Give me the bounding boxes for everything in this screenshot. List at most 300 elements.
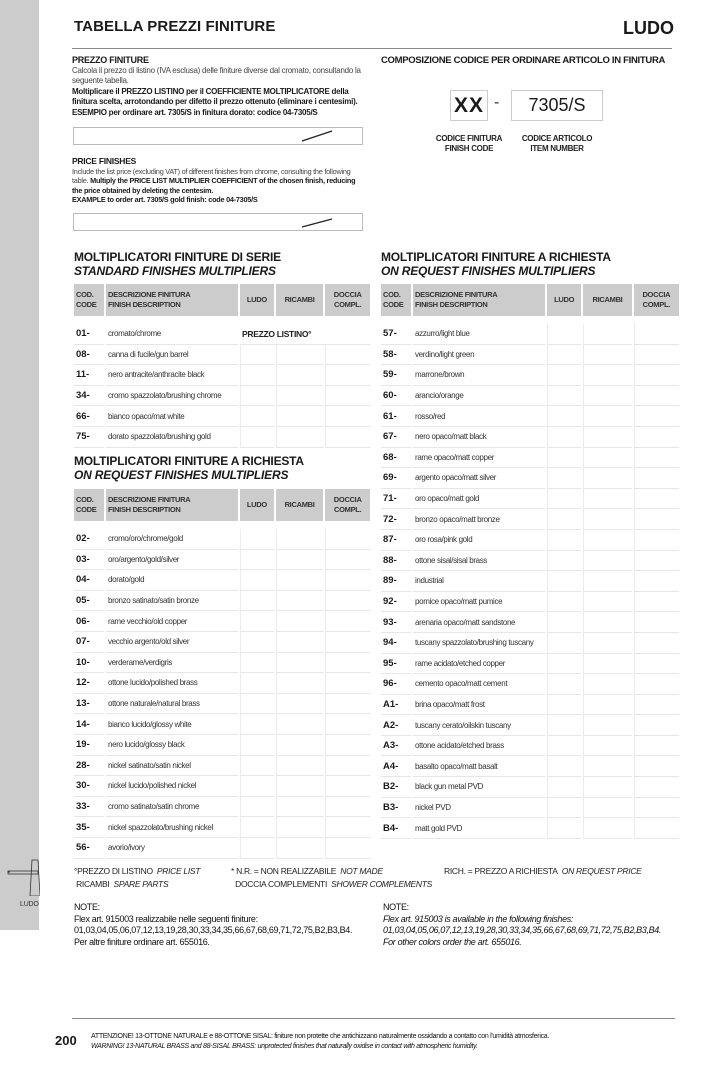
finish-code: 34-	[74, 386, 104, 407]
finish-code: 11-	[74, 365, 104, 386]
table-row	[381, 756, 679, 777]
table-row	[381, 551, 679, 572]
on-request-left-title-it: MOLTIPLICATORI FINITURE A RICHIESTA	[74, 454, 304, 468]
standard-title-en: STANDARD FINISHES MULTIPLIERS	[74, 264, 276, 278]
table-row	[381, 386, 679, 407]
doccia-value	[325, 694, 370, 715]
note-en-title: NOTE:	[383, 902, 409, 912]
ricambi-value	[276, 529, 324, 550]
table-row	[74, 427, 370, 448]
finish-description: vecchio argento/old silver	[106, 632, 238, 653]
finish-description: cromo spazzolato/brushing chrome	[106, 386, 238, 407]
ricambi-value	[583, 324, 631, 345]
ludo-value	[547, 509, 581, 530]
ludo-value	[240, 570, 274, 591]
intro-italian	[72, 55, 364, 118]
finish-description: nickel lucido/polished nickel	[106, 776, 238, 797]
table-row	[74, 570, 370, 591]
header-ricambi-text: RICAMBI	[284, 500, 315, 509]
on-request-right-table	[379, 284, 681, 839]
on-request-right-title-en: ON REQUEST FINISHES MULTIPLIERS	[381, 264, 596, 278]
finish-description: matt gold PVD	[413, 818, 545, 839]
finish-code: 67-	[381, 427, 411, 448]
finish-code: 28-	[74, 756, 104, 777]
finish-description: nickel PVD	[413, 798, 545, 819]
ricambi-value	[276, 735, 324, 756]
finish-description: bronzo satinato/satin bronze	[106, 591, 238, 612]
ludo-value	[547, 674, 581, 695]
header-doccia-text: COMPL.	[334, 300, 362, 309]
ludo-value	[547, 798, 581, 819]
page-number: 200	[55, 1033, 77, 1048]
intro-it-text: Calcola il prezzo di listino (IVA esclusa) delle finiture diverse dal cromato, consultando la seguente tabella.	[72, 65, 361, 85]
table-row	[74, 386, 370, 407]
finish-code: B2-	[381, 777, 411, 798]
footer-warning	[91, 1032, 549, 1052]
ludo-value	[240, 550, 274, 571]
finish-description: dorato/gold	[106, 570, 238, 591]
finish-description: azzurro/light blue	[413, 324, 545, 345]
ricambi-value	[276, 817, 324, 838]
ricambi-value	[583, 406, 631, 427]
page-title: TABELLA PREZZI FINITURE	[74, 18, 276, 35]
finish-code: 35-	[74, 817, 104, 838]
doccia-value	[634, 777, 679, 798]
standard-section-title	[74, 250, 281, 278]
legend-rich-en: ON REQUEST PRICE	[561, 866, 642, 876]
table-row	[381, 448, 679, 469]
doccia-value	[325, 838, 370, 859]
finish-code: A1-	[381, 695, 411, 716]
intro-en-instruction: Multiply the PRICE LIST MULTIPLIER COEFFICIENT of the chosen finish, reducing the price obtained by deleting the centesim.	[72, 176, 356, 195]
doccia-value	[634, 406, 679, 427]
ludo-value	[240, 529, 274, 550]
doccia-value	[325, 570, 370, 591]
doccia-value	[325, 427, 370, 448]
finish-description: tuscany cerato/oilskin tuscany	[413, 715, 545, 736]
header-doccia-text: DOCCIA	[333, 290, 362, 299]
finish-description: cromato/chrome	[106, 324, 238, 345]
finish-code-label-it: CODICE FINITURA	[435, 134, 503, 143]
ricambi-value	[276, 776, 324, 797]
finish-description: verdino/light green	[413, 345, 545, 366]
ludo-value	[240, 611, 274, 632]
slash-mark-icon	[300, 129, 334, 143]
finish-description: basalto opaco/matt basalt	[413, 756, 545, 777]
doccia-value	[325, 673, 370, 694]
doccia-value	[325, 529, 370, 550]
ricambi-value	[276, 673, 324, 694]
table-row	[74, 345, 370, 366]
table-row	[381, 365, 679, 386]
table-row	[74, 694, 370, 715]
finish-description: rame vecchio/old copper	[106, 611, 238, 632]
doccia-value	[634, 695, 679, 716]
header-ricambi	[276, 489, 324, 521]
intro-english	[72, 157, 364, 205]
table-row	[74, 406, 370, 427]
doccia-value	[325, 611, 370, 632]
table-row	[74, 324, 370, 345]
doccia-value	[325, 756, 370, 777]
table-row	[74, 756, 370, 777]
ricambi-value	[276, 838, 324, 859]
item-code-box: 7305/S	[511, 90, 603, 121]
doccia-value	[634, 756, 679, 777]
ludo-value	[240, 673, 274, 694]
header-doccia-text: COMPL.	[334, 505, 362, 514]
table-row	[74, 529, 370, 550]
doccia-value	[634, 448, 679, 469]
table-row	[381, 695, 679, 716]
intro-it-example: ESEMPIO per ordinare art. 7305/S in finitura dorato: codice 04-7305/S	[72, 107, 318, 117]
ludo-value	[547, 715, 581, 736]
brand-name: LUDO	[623, 18, 674, 38]
standard-title-it: MOLTIPLICATORI FINITURE DI SERIE	[74, 250, 281, 264]
table-row	[74, 714, 370, 735]
note-en-line1: Flex art. 915003 is available in the following finishes:	[383, 913, 574, 924]
ricambi-value	[276, 591, 324, 612]
header-description-text: FINISH DESCRIPTION	[108, 505, 181, 514]
finish-description: ottone sisal/sisal brass	[413, 551, 545, 572]
ludo-value	[547, 695, 581, 716]
ricambi-value	[583, 509, 631, 530]
ricambi-value	[276, 797, 324, 818]
code-separator: -	[494, 94, 500, 111]
header-doccia-text: DOCCIA	[333, 495, 362, 504]
header-code-text: CODE	[383, 300, 404, 309]
doccia-value	[325, 714, 370, 735]
doccia-value	[634, 468, 679, 489]
table-row	[74, 817, 370, 838]
finish-description: industrial	[413, 571, 545, 592]
header-ludo	[240, 284, 274, 316]
ludo-value	[240, 365, 274, 386]
intro-it-heading: PREZZO FINITURE	[72, 55, 149, 65]
ludo-value	[547, 612, 581, 633]
header-description	[106, 284, 238, 316]
finish-description: cromo/oro/chrome/gold	[106, 529, 238, 550]
finish-code: 71-	[381, 489, 411, 510]
on-request-right-section-title	[381, 250, 611, 278]
doccia-value	[634, 715, 679, 736]
table-row	[381, 674, 679, 695]
table-row	[74, 673, 370, 694]
legend-spare-en: SPARE PARTS	[113, 878, 169, 889]
note-it-line3: Per altre finiture ordinare art. 655016.	[74, 936, 210, 947]
doccia-value	[634, 612, 679, 633]
ludo-value	[547, 365, 581, 386]
finish-description: ottone lucido/polished brass	[106, 673, 238, 694]
ricambi-value	[276, 406, 324, 427]
finish-description: bronzo opaco/matt bronze	[413, 509, 545, 530]
header-description	[413, 284, 545, 316]
finish-description: brina opaco/matt frost	[413, 695, 545, 716]
header-doccia	[634, 284, 679, 316]
finish-description: nero lucido/glossy black	[106, 735, 238, 756]
doccia-value	[634, 674, 679, 695]
doccia-value	[325, 365, 370, 386]
legend-nr-en: NOT MADE	[340, 866, 383, 876]
table-row	[381, 489, 679, 510]
finish-code: 57-	[381, 324, 411, 345]
ludo-value	[547, 530, 581, 551]
finish-description: tuscany spazzolato/brushing tuscany	[413, 633, 545, 654]
finish-code: 75-	[74, 427, 104, 448]
header-description-text: FINISH DESCRIPTION	[415, 300, 488, 309]
finish-code: 88-	[381, 551, 411, 572]
table-row	[381, 509, 679, 530]
ludo-value	[240, 838, 274, 859]
table-row	[381, 427, 679, 448]
header-doccia	[325, 284, 370, 316]
ludo-value	[240, 817, 274, 838]
finish-code: 96-	[381, 674, 411, 695]
table-row	[74, 735, 370, 756]
legend-on-request	[444, 865, 642, 878]
ludo-value	[240, 591, 274, 612]
intro-en-text: Include the list price (excluding VAT) of different finishes from chrome, consulting the following table.	[72, 166, 351, 185]
ricambi-value	[583, 818, 631, 839]
ludo-value	[240, 735, 274, 756]
finish-description: arancio/orange	[413, 386, 545, 407]
ludo-value	[240, 345, 274, 366]
item-number-label	[512, 134, 602, 154]
doccia-value	[325, 386, 370, 407]
doccia-value	[325, 817, 370, 838]
table-row	[381, 592, 679, 613]
finish-description: nero antracite/anthracite black	[106, 365, 238, 386]
ricambi-value	[276, 653, 324, 674]
finish-description: cromo satinato/satin chrome	[106, 797, 238, 818]
header-ricambi-text: RICAMBI	[592, 295, 623, 304]
ludo-value	[240, 756, 274, 777]
header-description-text: DESCRIZIONE FINITURA	[108, 495, 191, 504]
ricambi-value	[583, 736, 631, 757]
doccia-value	[634, 345, 679, 366]
header-ricambi	[583, 284, 631, 316]
finish-code: 07-	[74, 632, 104, 653]
finish-code: A2-	[381, 715, 411, 736]
ludo-value	[547, 345, 581, 366]
note-italian	[74, 902, 352, 948]
ricambi-value	[583, 551, 631, 572]
doccia-value	[325, 406, 370, 427]
finish-description: cemento opaco/matt cement	[413, 674, 545, 695]
finish-description: rame opaco/matt copper	[413, 448, 545, 469]
finish-code: 68-	[381, 448, 411, 469]
doccia-value	[325, 550, 370, 571]
ricambi-value	[276, 365, 324, 386]
ludo-value	[547, 448, 581, 469]
finish-code: B3-	[381, 798, 411, 819]
intro-en-example: EXAMPLE to order art. 7305/S gold finish: code 04-7305/S	[72, 195, 258, 204]
doccia-value	[634, 324, 679, 345]
legend-price-list-en: PRICE LIST	[156, 866, 201, 876]
on-request-left-title-en: ON REQUEST FINISHES MULTIPLIERS	[74, 468, 289, 482]
ricambi-value	[583, 571, 631, 592]
header-description-text: FINISH DESCRIPTION	[108, 300, 181, 309]
finish-description: pomice opaco/matt pumice	[413, 592, 545, 613]
finish-code: 08-	[74, 345, 104, 366]
ludo-value	[547, 633, 581, 654]
finish-description: bianco opaco/mat white	[106, 406, 238, 427]
table-row	[74, 797, 370, 818]
note-it-line1: Flex art. 915003 realizzabile nelle seguenti finiture:	[74, 913, 258, 924]
table-row	[381, 818, 679, 839]
ludo-value	[547, 571, 581, 592]
ricambi-value	[276, 756, 324, 777]
finish-description: nickel satinato/satin nickel	[106, 756, 238, 777]
ludo-value	[547, 756, 581, 777]
finish-code-label-en: FINISH CODE	[444, 144, 494, 153]
footer-divider	[72, 1018, 675, 1019]
header-ludo	[547, 284, 581, 316]
ricambi-value	[583, 715, 631, 736]
ricambi-value	[276, 345, 324, 366]
header-divider	[72, 48, 672, 49]
table-row	[74, 632, 370, 653]
table-row	[74, 611, 370, 632]
ludo-value	[547, 551, 581, 572]
ludo-value	[240, 427, 274, 448]
finish-description: ottone acidato/etched brass	[413, 736, 545, 757]
header-ricambi-text: RICAMBI	[284, 295, 315, 304]
finish-code: 72-	[381, 509, 411, 530]
finish-description: verderame/verdigris	[106, 653, 238, 674]
finish-code: 66-	[74, 406, 104, 427]
doccia-value	[634, 365, 679, 386]
ludo-value	[547, 406, 581, 427]
ricambi-value	[583, 798, 631, 819]
ludo-value	[547, 592, 581, 613]
code-composition-title: COMPOSIZIONE CODICE PER ORDINARE ARTICOLO IN FINITURA	[381, 55, 666, 66]
header-ludo-text: LUDO	[246, 295, 267, 304]
ludo-value	[240, 797, 274, 818]
legend-price-list	[74, 865, 200, 890]
finish-code: 13-	[74, 694, 104, 715]
finish-code: 93-	[381, 612, 411, 633]
ludo-value	[547, 427, 581, 448]
doccia-value	[325, 653, 370, 674]
ludo-value	[240, 694, 274, 715]
warning-en: WARNING! 13-NATURAL BRASS and 88-SISAL BRASS: unprotected finishes that naturally oxidise in contact with atmospheric humidity.	[91, 1043, 478, 1050]
finish-description: dorato spazzolato/brushing gold	[106, 427, 238, 448]
finish-code: 94-	[381, 633, 411, 654]
table-header-row	[74, 284, 370, 316]
finish-code: 58-	[381, 345, 411, 366]
header-code	[381, 284, 411, 316]
ludo-value	[547, 736, 581, 757]
ludo-value	[240, 632, 274, 653]
doccia-value	[634, 571, 679, 592]
header-ludo-text: LUDO	[246, 500, 267, 509]
table-row	[381, 571, 679, 592]
table-header-row	[74, 489, 370, 521]
doccia-value	[634, 654, 679, 675]
table-row	[381, 612, 679, 633]
ludo-value	[547, 654, 581, 675]
doccia-value	[634, 427, 679, 448]
table-row	[381, 798, 679, 819]
finish-description: ottone naturale/natural brass	[106, 694, 238, 715]
ludo-value	[240, 386, 274, 407]
doccia-value	[634, 509, 679, 530]
doccia-value	[634, 798, 679, 819]
ricambi-value	[583, 612, 631, 633]
ludo-value	[547, 818, 581, 839]
finish-description: oro rosa/pink gold	[413, 530, 545, 551]
ricambi-value	[583, 468, 631, 489]
table-row	[381, 715, 679, 736]
finish-description: canna di fucile/gun barrel	[106, 345, 238, 366]
on-request-left-section-title	[74, 454, 304, 482]
sidebar	[0, 0, 39, 930]
finish-code: 69-	[381, 468, 411, 489]
note-en-line3: For other colors order the art. 655016.	[383, 936, 522, 947]
finish-description: rame acidato/etched copper	[413, 654, 545, 675]
table-row	[74, 838, 370, 859]
finish-code: 12-	[74, 673, 104, 694]
header-doccia-text: DOCCIA	[642, 290, 671, 299]
finish-description: nero opaco/matt black	[413, 427, 545, 448]
table-row	[381, 736, 679, 757]
ricambi-value	[276, 694, 324, 715]
finish-code: 56-	[74, 838, 104, 859]
doccia-value	[634, 592, 679, 613]
finish-code: 87-	[381, 530, 411, 551]
doccia-value	[634, 736, 679, 757]
finish-description: argento opaco/matt silver	[413, 468, 545, 489]
finish-code: 01-	[74, 324, 104, 345]
ricambi-value	[276, 386, 324, 407]
header-description-text: DESCRIZIONE FINITURA	[415, 290, 498, 299]
finish-code: 19-	[74, 735, 104, 756]
doccia-value	[325, 776, 370, 797]
finish-code: 95-	[381, 654, 411, 675]
table-row	[74, 776, 370, 797]
ricambi-value	[583, 365, 631, 386]
table-row	[381, 468, 679, 489]
ludo-value	[240, 714, 274, 735]
finish-code: A3-	[381, 736, 411, 757]
doccia-value	[634, 818, 679, 839]
finish-code: 89-	[381, 571, 411, 592]
ricambi-value	[583, 654, 631, 675]
finish-code-box: XX	[450, 90, 488, 121]
note-it-title: NOTE:	[74, 902, 100, 912]
ludo-value	[547, 777, 581, 798]
doccia-value	[325, 797, 370, 818]
item-number-label-it: CODICE ARTICOLO	[521, 134, 593, 143]
table-row	[381, 777, 679, 798]
ricambi-value	[583, 345, 631, 366]
finish-code: B4-	[381, 818, 411, 839]
header-ricambi	[276, 284, 324, 316]
ricambi-value	[276, 632, 324, 653]
table-row	[74, 365, 370, 386]
finish-code: 61-	[381, 406, 411, 427]
header-description-text: DESCRIZIONE FINITURA	[108, 290, 191, 299]
header-code	[74, 284, 104, 316]
finish-code: 06-	[74, 611, 104, 632]
finish-code: 04-	[74, 570, 104, 591]
ludo-value	[240, 406, 274, 427]
intro-en-heading: PRICE FINISHES	[72, 156, 137, 166]
doccia-value	[634, 386, 679, 407]
table-row	[381, 406, 679, 427]
header-ludo-text: LUDO	[554, 295, 575, 304]
